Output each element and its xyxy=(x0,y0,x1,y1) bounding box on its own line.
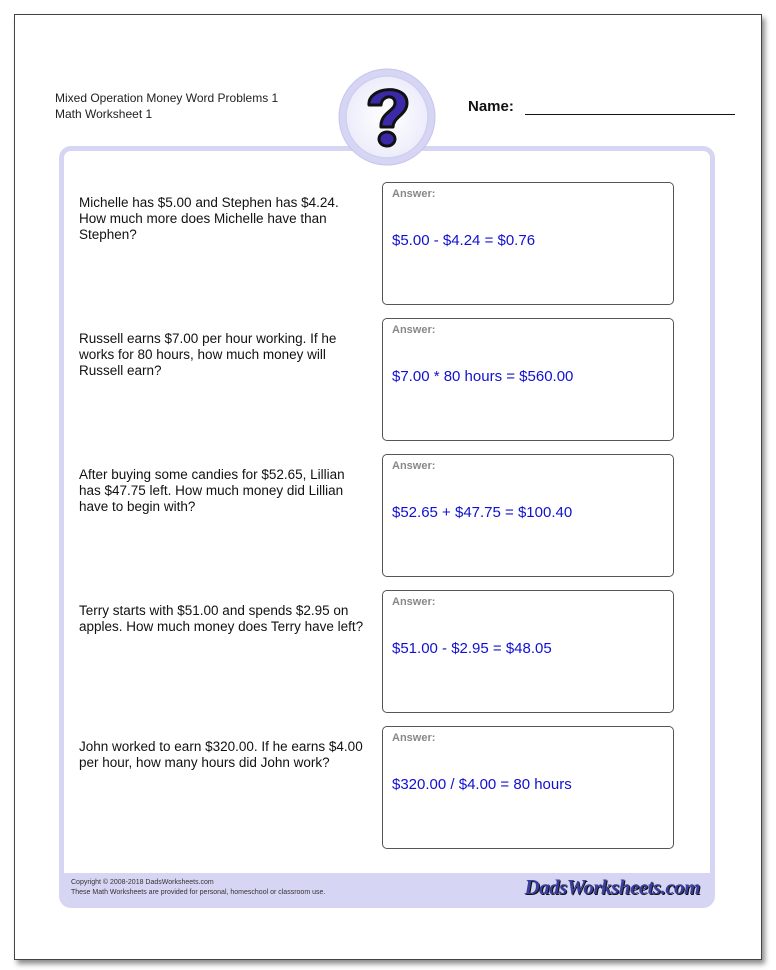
question-1: Michelle has $5.00 and Stephen has $4.24. How much more does Michelle have than Stephen? xyxy=(79,195,339,242)
answer-box-4 xyxy=(382,590,674,713)
answer-2: $7.00 * 80 hours = $560.00 xyxy=(392,368,574,385)
question-4: Terry starts with $51.00 and spends $2.95 on apples. How much money does Terry have left? xyxy=(79,603,364,634)
answer-box-2 xyxy=(382,318,674,441)
answer-3: $52.65 + $47.75 = $100.40 xyxy=(392,504,573,521)
answer-box-1 xyxy=(382,182,674,305)
answer-5: $320.00 / $4.00 = 80 hours xyxy=(392,776,572,793)
name-line xyxy=(525,114,735,115)
title-line-1: Mixed Operation Money Word Problems 1 xyxy=(55,91,279,105)
copyright-text xyxy=(71,878,325,898)
name-label: Name: xyxy=(468,98,514,115)
answer-label: Answer: xyxy=(392,596,436,608)
question-5: John worked to earn $320.00. If he earns $4.00 per hour, how many hours did John work? xyxy=(79,739,363,770)
answer-label: Answer: xyxy=(392,324,436,336)
worksheet-page xyxy=(14,14,762,960)
title-line-2: Math Worksheet 1 xyxy=(55,107,153,121)
brand-logo: DadsWorksheets.com xyxy=(524,875,700,899)
problems-panel xyxy=(59,146,715,908)
worksheet-title xyxy=(55,90,278,122)
question-3: After buying some candies for $52.65, Lillian has $47.75 left. How much money did Lillian have to begin with? xyxy=(79,467,345,514)
answer-label: Answer: xyxy=(392,188,436,200)
copyright-line: Copyright © 2008-2018 DadsWorksheets.com xyxy=(71,879,214,886)
question-mark-icon xyxy=(337,67,437,167)
question-2: Russell earns $7.00 per hour working. If he works for 80 hours, how much money will Russell earn? xyxy=(79,331,337,378)
answer-label: Answer: xyxy=(392,460,436,472)
footer xyxy=(64,873,710,903)
answer-box-3 xyxy=(382,454,674,577)
answer-1: $5.00 - $4.24 = $0.76 xyxy=(392,232,536,249)
answer-4: $51.00 - $2.95 = $48.05 xyxy=(392,640,552,657)
usage-notice: These Math Worksheets are provided for personal, homeschool or classroom use. xyxy=(71,889,326,896)
answer-box-5 xyxy=(382,726,674,849)
answer-label: Answer: xyxy=(392,732,436,744)
